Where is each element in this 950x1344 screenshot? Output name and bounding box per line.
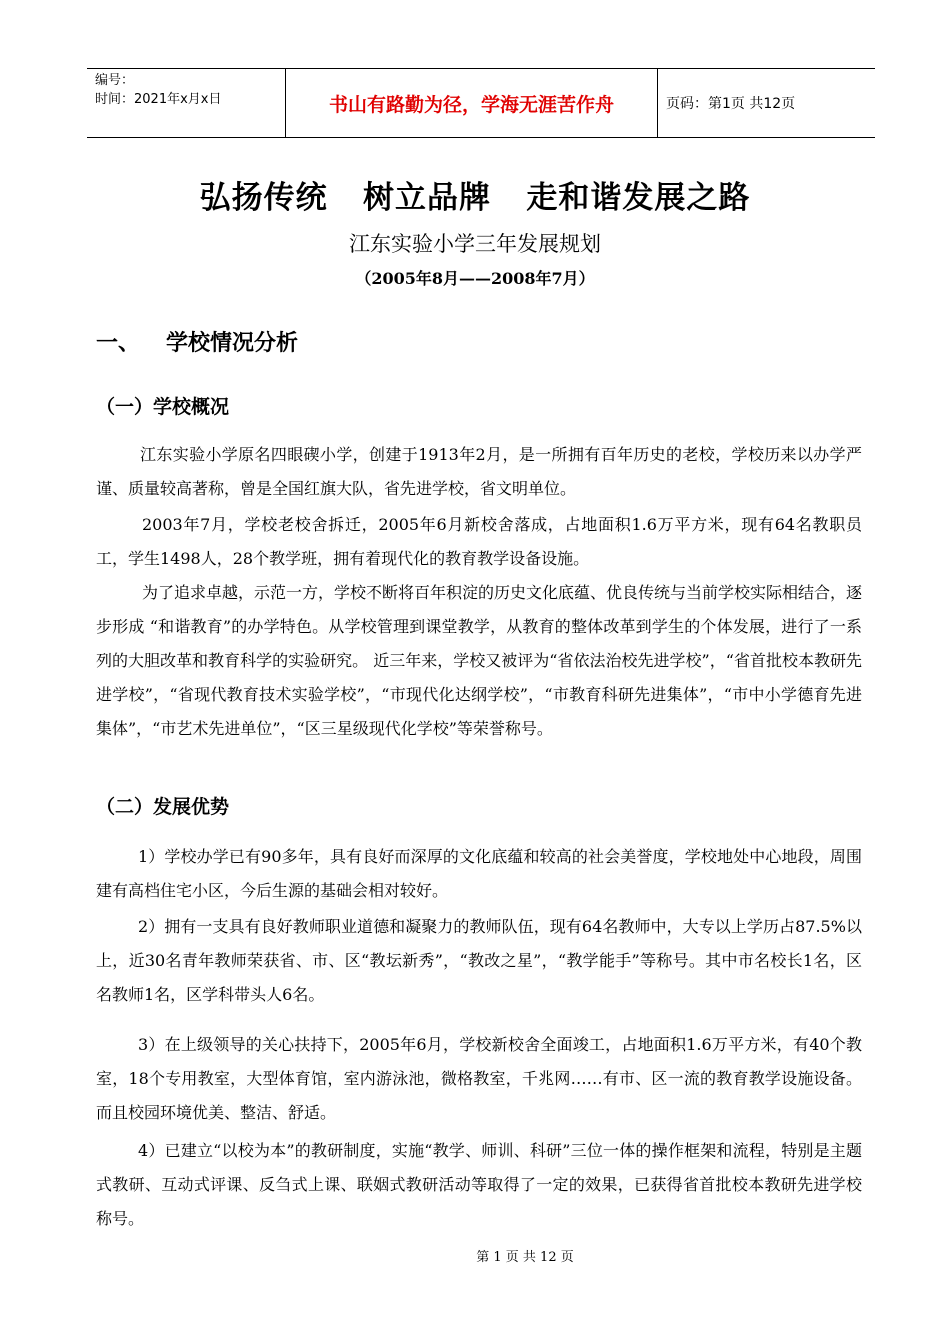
page-footer: 第 1 页 共 12 页 <box>476 1250 574 1265</box>
document-period: （2005年8月——2008年7月） <box>355 269 595 288</box>
paragraph: 2003年7月，学校老校舍拆迁，2005年6月新校舍落成，占地面积1.6万平方米，现有64名教职员工，学生1498人，28个教学班，拥有着现代化的教育教学设备设施。 <box>96 515 862 568</box>
paragraph: 3）在上级领导的关心扶持下，2005年6月，学校新校舍全面竣工，占地面积1.6万平方米，有40个教室，18个专用教室，大型体育馆，室内游泳池，微格教室，千兆网……有市、区一流的教育教学设施设备。而且校园环境优美、整洁、舒适。 <box>96 1035 862 1122</box>
header-page-info: 页码：第1页 共12页 <box>666 96 796 112</box>
paragraph: 4）已建立“以校为本”的教研制度，实施“教学、师训、科研”三位一体的操作框架和流程，特别是主题式教研、互动式评课、反刍式上课、联姻式教研活动等取得了一定的效果，已获得省首批校本教研先进学校称号。 <box>96 1141 862 1228</box>
section-heading <box>96 326 298 357</box>
paragraph: 1）学校办学已有90多年，具有良好而深厚的文化底蕴和较高的社会美誉度，学校地处中心地段，周围建有高档住宅小区，今后生源的基础会相对较好。 <box>96 847 862 900</box>
subsection-heading-overview: （一）学校概况 <box>96 396 230 418</box>
header-motto: 书山有路勤为径，学海无涯苦作舟 <box>286 69 658 137</box>
paragraph: 江东实验小学原名四眼碶小学，创建于1913年2月，是一所拥有百年历史的老校，学校历来以办学严谨、质量较高著称，曾是全国红旗大队，省先进学校，省文明单位。 <box>96 445 862 498</box>
document-number-label: 编号： <box>95 73 135 88</box>
page-header <box>87 68 875 138</box>
document-subtitle: 江东实验小学三年发展规划 <box>349 232 601 256</box>
document-title: 弘扬传统 树立品牌 走和谐发展之路 <box>199 180 751 216</box>
paragraph: 2）拥有一支具有良好教师职业道德和凝聚力的教师队伍，现有64名教师中，大专以上学历占87.5%以上，近30名青年教师荣获省、市、区“教坛新秀”，“教改之星”，“教学能手”等称号。其中市名校长1名，区名教师1名，区学科带头人6名。 <box>96 917 862 1004</box>
paragraph: 为了追求卓越，示范一方，学校不断将百年积淀的历史文化底蕴、优良传统与当前学校实际相结合，逐步形成 “和谐教育”的办学特色。从学校管理到课堂教学，从教育的整体改革到学生的个体发展，进行了一系列的大胆改革和教育科学的实验研究。 近三年来，学校又被评为“省依法治校先进学校”，“省首批校本教研先进学校”，“省现代教育技术实验学校”，“市现代化达纲学校”，“市教育科研先进集体”，“市中小学德育先进集体”，“市艺术先进单位”，“区三星级现代化学校”等荣誉称号。 <box>96 583 863 738</box>
section-number: 一、 <box>96 331 141 356</box>
document-time-label: 时间：2021年x月x日 <box>95 92 222 107</box>
subsection-heading-advantages: （二）发展优势 <box>96 796 230 818</box>
section-title: 学校情况分析 <box>166 331 299 356</box>
header-meta <box>87 69 286 137</box>
